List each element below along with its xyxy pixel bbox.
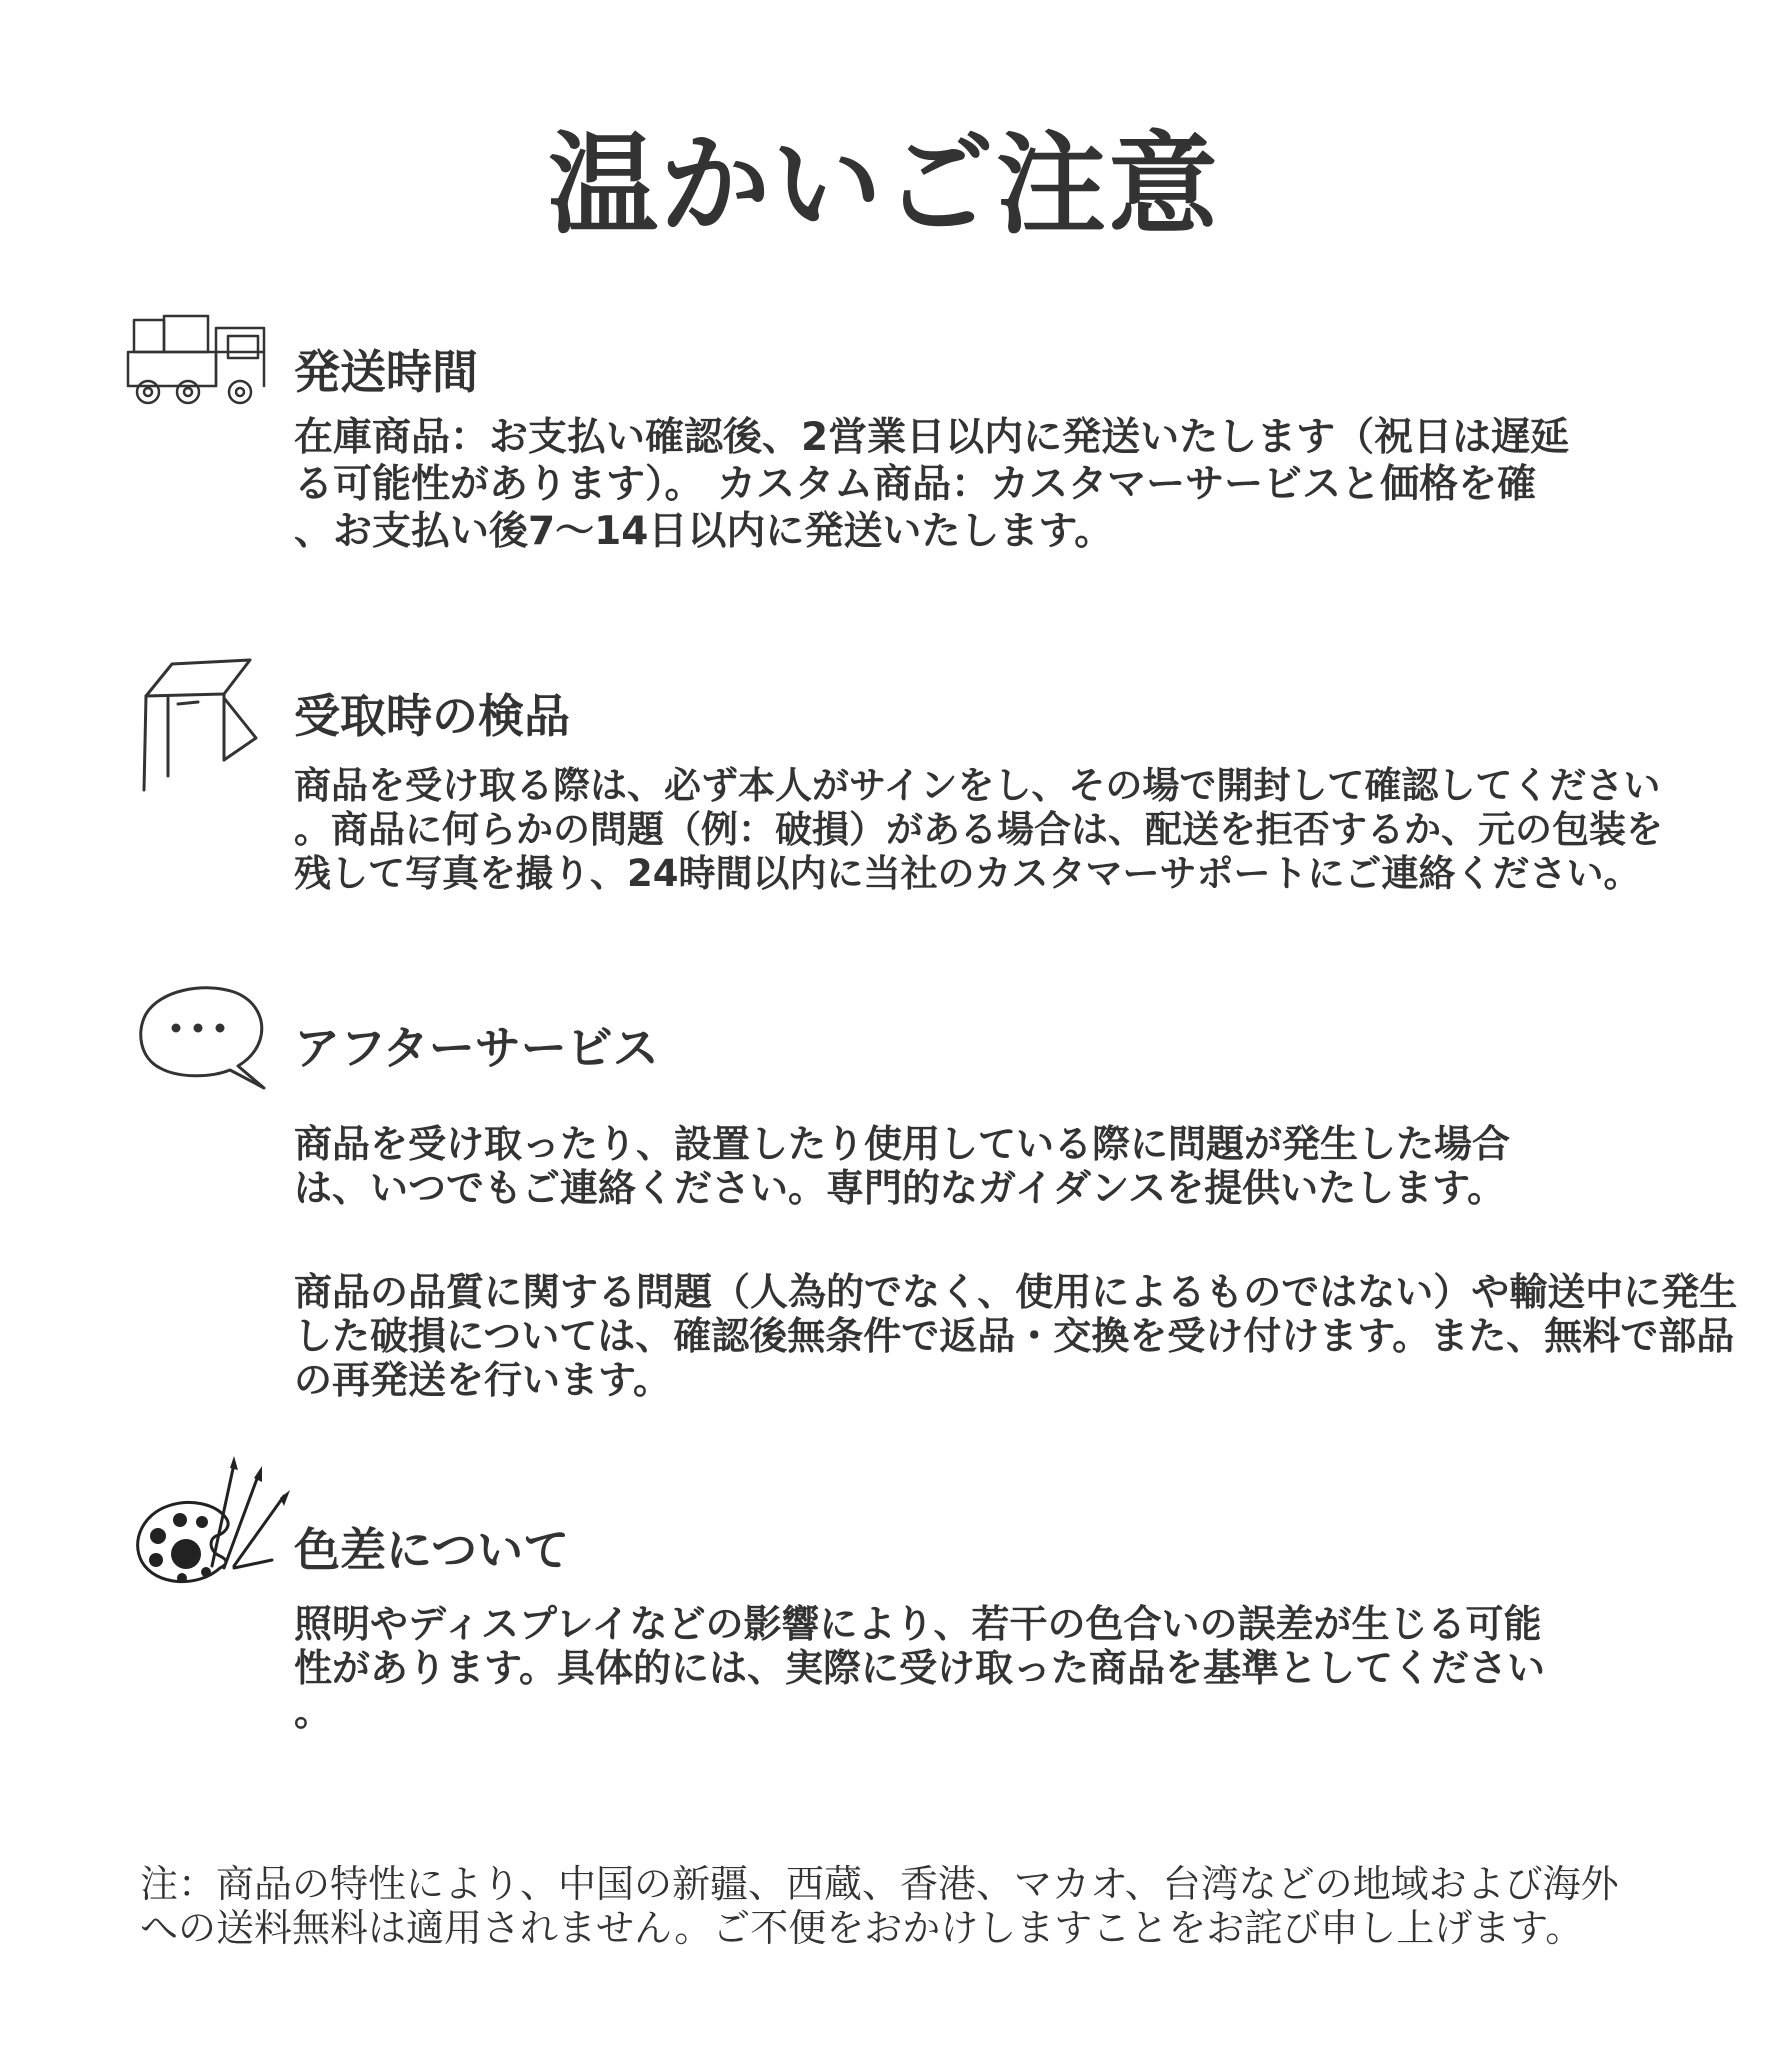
section-body-inspection (294, 764, 1754, 896)
body-line: の再発送を行います。 (294, 1358, 671, 1402)
palette-icon (134, 1456, 290, 1596)
truck-icon (124, 312, 270, 408)
section-body-after-sales-2 (294, 1270, 1754, 1402)
body-line: は、いつでもご連絡ください。専門的なガイダンスを提供いたします。 (294, 1166, 1506, 1210)
body-line: した破損については、確認後無条件で返品・交換を受け付けます。また、無料で部品 (294, 1314, 1735, 1358)
body-line: 。 (294, 1690, 333, 1734)
section-heading-after-sales: アフターサービス (294, 1021, 659, 1075)
box-icon (136, 656, 260, 792)
body-line: 。商品に何らかの問題（例：破損）がある場合は、配送を拒否するか、元の包装を (294, 808, 1663, 851)
body-line: 性があります。具体的には、実際に受け取った商品を基準としてください (294, 1646, 1545, 1690)
body-line: 在庫商品：お支払い確認後、2営業日以内に発送いたします（祝日は遅延 (294, 415, 1570, 460)
footer-line: への送料無料は適用されません。ご不便をおかけしますことをお詫び申し上げます。 (140, 1906, 1584, 1950)
body-line: 、お支払い後7〜14日以内に発送いたします。 (294, 509, 1114, 554)
section-body-shipping (294, 414, 1754, 555)
section-heading-inspection: 受取時の検品 (294, 689, 570, 743)
section-heading-shipping: 発送時間 (294, 345, 478, 399)
section-body-after-sales-1 (294, 1122, 1754, 1210)
chat-bubble-icon (134, 980, 268, 1092)
body-line: 残して写真を撮り、24時間以内に当社のカスタマーサポートにご連絡ください。 (294, 852, 1641, 895)
section-body-color-difference (294, 1602, 1754, 1734)
body-line: 商品の品質に関する問題（人為的でなく、使用によるものではない）や輸送中に発生 (294, 1270, 1738, 1314)
section-heading-color-difference: 色差について (294, 1523, 570, 1577)
body-line: 商品を受け取る際は、必ず本人がサインをし、その場で開封して確認してください (294, 764, 1661, 807)
page-title: 温かいご注意 (548, 121, 1220, 249)
footer-note (140, 1862, 1740, 1950)
body-line: 照明やディスプレイなどの影響により、若干の色合いの誤差が生じる可能 (294, 1602, 1542, 1646)
footer-line: 注：商品の特性により、中国の新疆、西蔵、香港、マカオ、台湾などの地域および海外 (140, 1862, 1619, 1906)
body-line: 商品を受け取ったり、設置したり使用している際に問題が発生した場合 (294, 1122, 1511, 1166)
body-line: る可能性があります）。 カスタム商品：カスタマーサービスと価格を確 (294, 462, 1537, 507)
